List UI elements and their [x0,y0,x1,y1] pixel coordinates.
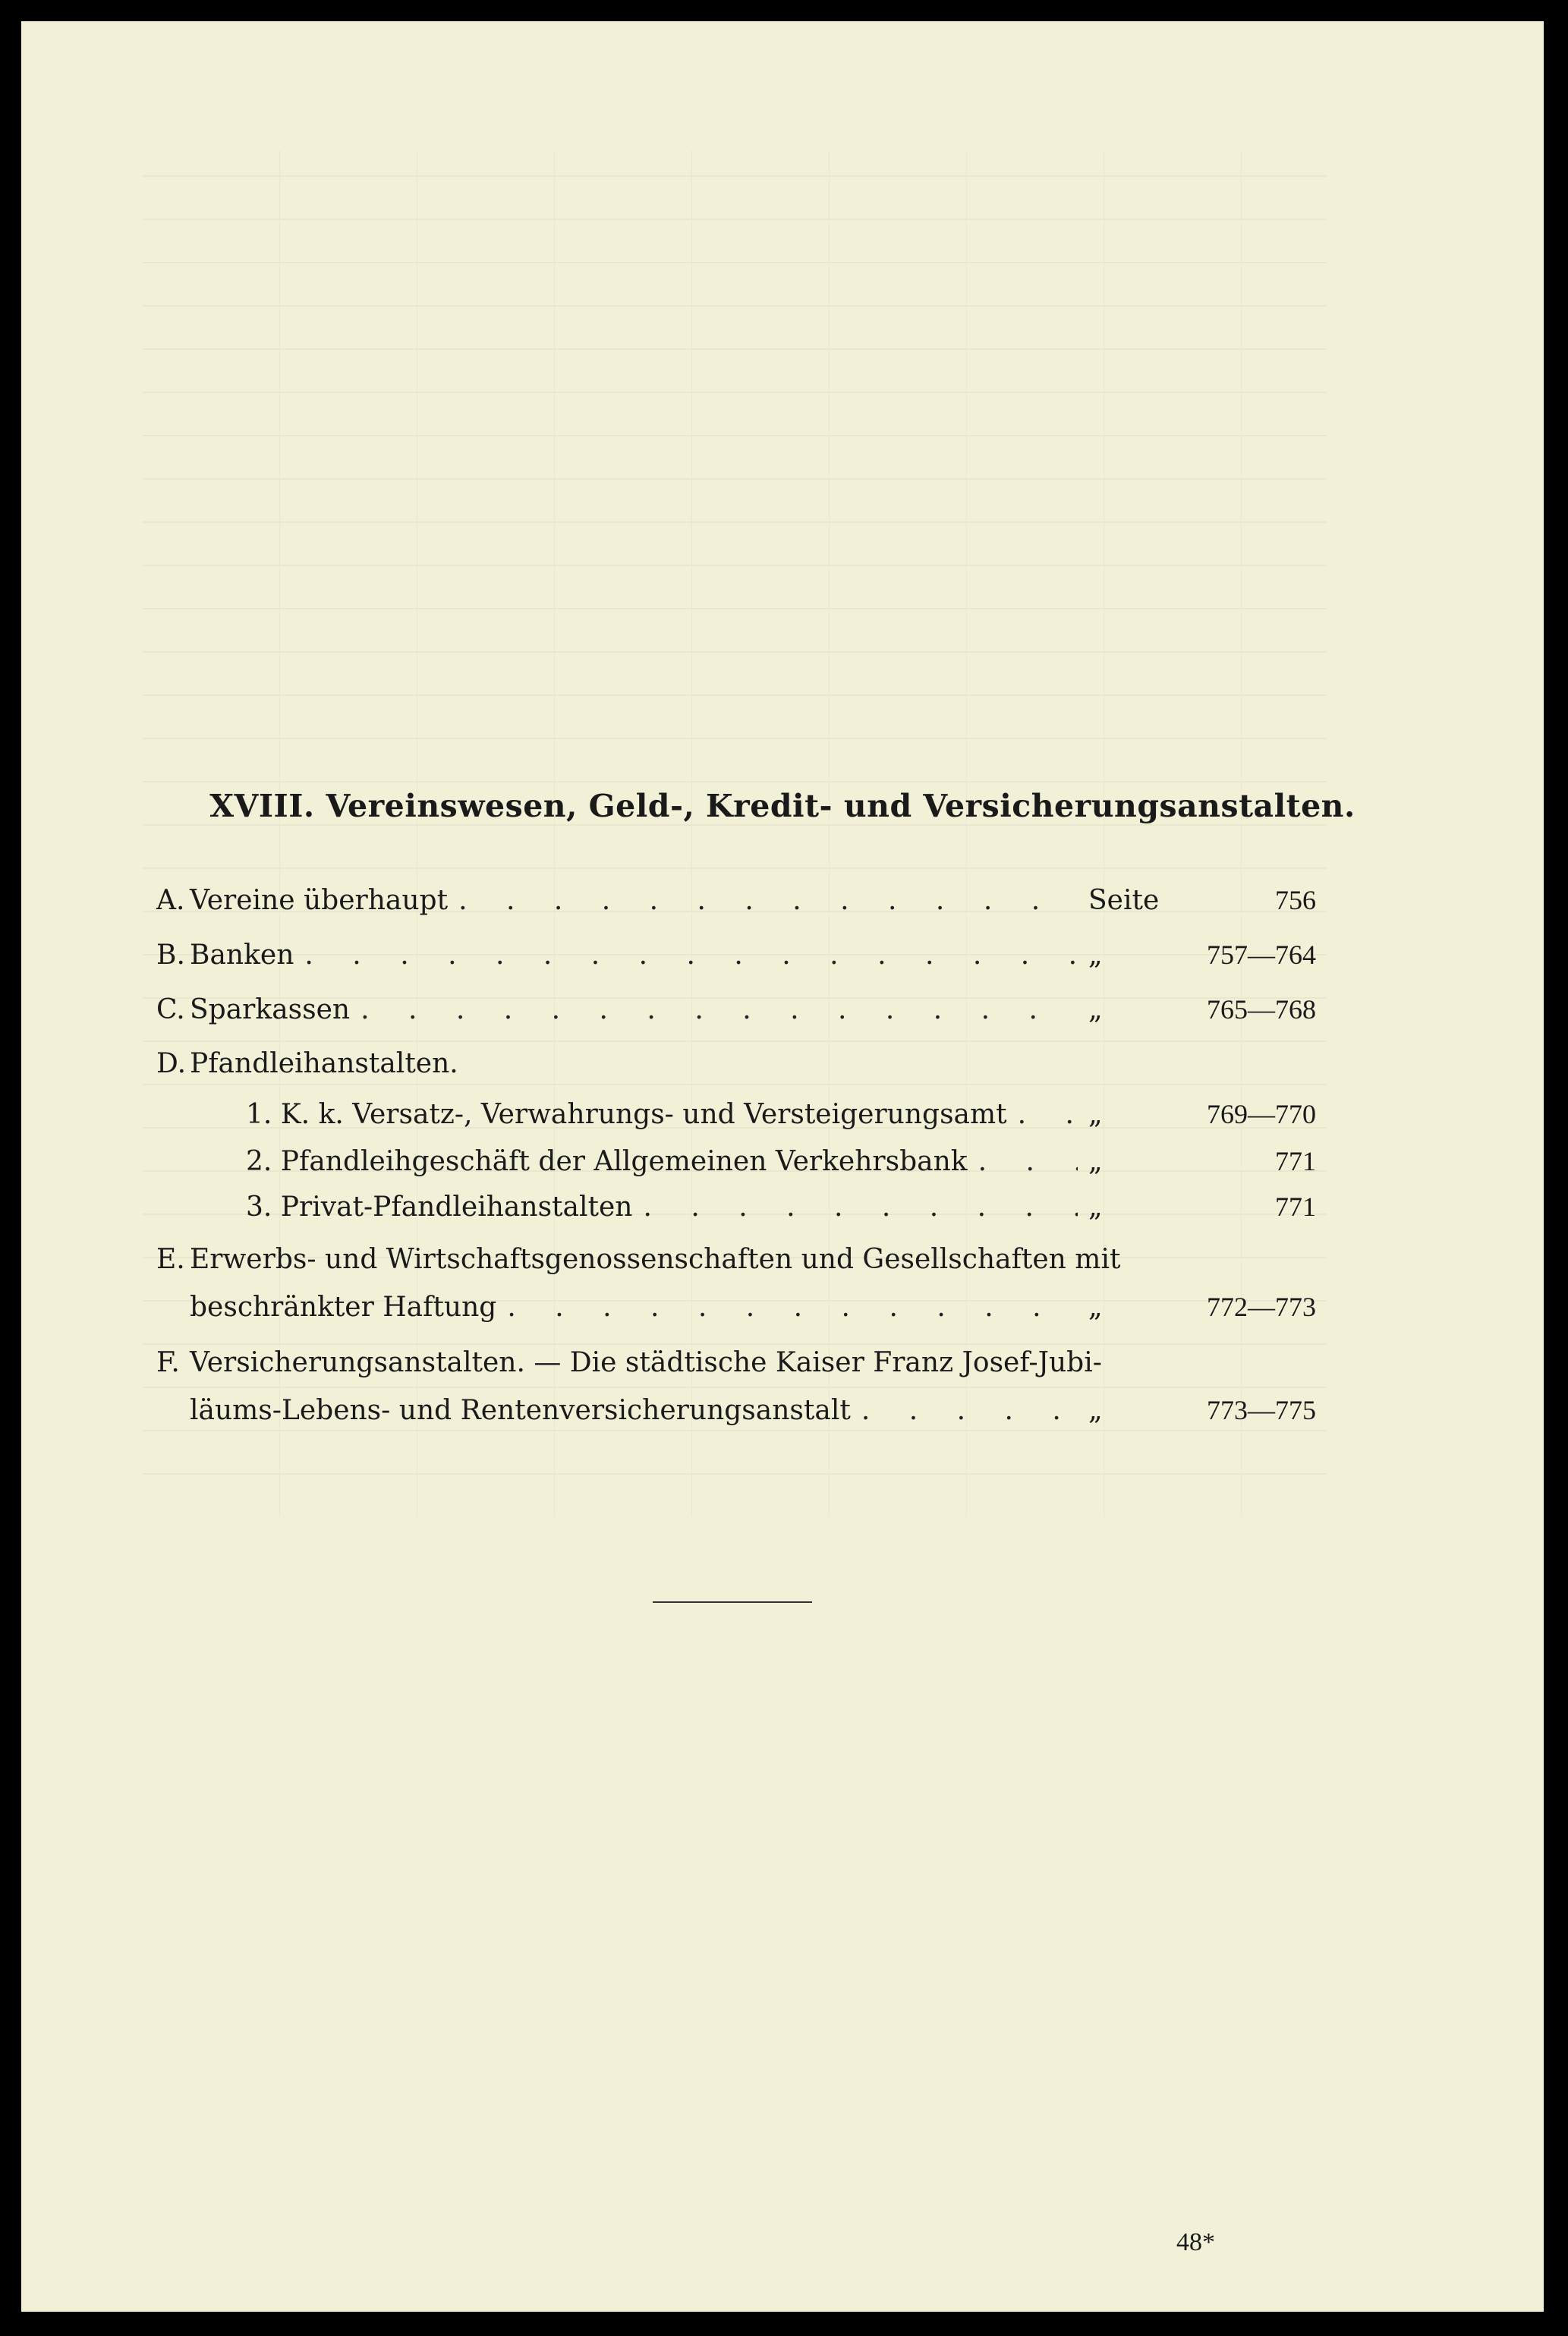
entry-label: 1. K. k. Versatz-, Verwahrungs- und Versteigerungsamt [246,1099,1007,1130]
leader-dots [507,1286,1078,1329]
entry-letter: E. [156,1244,185,1275]
page-reference: 769—770 [1207,1099,1316,1129]
toc-entry-d [156,1043,1316,1085]
toc-entry-e [156,1239,1316,1281]
page-reference: 757—764 [1207,940,1316,970]
section-heading: XVIII. Vereinswesen, Geld-, Kredit- und Versicherungsanstalten. [209,788,1355,824]
toc-subentry-d1 [246,1093,1316,1135]
page-reference: 772—773 [1207,1292,1316,1322]
entry-label: Versicherungsanstalten. — Die städtische Kaiser Franz Josef-Jubi- [190,1347,1102,1378]
entry-label: Vereine überhaupt [190,885,449,916]
page-reference: 765—768 [1207,994,1316,1025]
ditto-mark: „ [1088,994,1103,1025]
leader-dots [643,1186,1078,1229]
ditto-mark: „ [1088,940,1103,971]
entry-letter: F. [156,1347,180,1378]
toc-subentry-d3 [246,1185,1316,1228]
leader-dots [861,1390,1078,1432]
entry-label: Banken [190,940,294,971]
entry-label: Erwerbs- und Wirtschaftsgenossenschaften und Gesellschaften mit [190,1244,1121,1275]
entry-letter: D. [156,1048,187,1079]
leader-dots [978,1141,1078,1183]
entry-label: 3. Privat-Pfandleihanstalten [246,1192,633,1223]
toc-entry-b [156,933,1316,976]
leader-dots [361,989,1078,1031]
entry-label: Pfandleihanstalten. [190,1048,458,1079]
document-page [21,21,1544,2312]
toc-subentry-d2 [246,1140,1316,1182]
toc-entry-f-continued [190,1389,1316,1431]
page-reference: 756 [1275,885,1316,915]
entry-label: läums-Lebens- und Rentenversicherungsanstalt [190,1395,851,1426]
page-reference: 771 [1275,1146,1316,1176]
entry-letter: B. [156,940,185,971]
seite-label: Seite [1088,885,1160,916]
entry-label: beschränkter Haftung [190,1292,497,1323]
entry-label: 2. Pfandleihgeschäft der Allgemeinen Verkehrsbank [246,1146,968,1177]
ditto-mark: „ [1088,1099,1103,1130]
ditto-mark: „ [1088,1292,1103,1323]
toc-entry-a [156,879,1316,921]
toc-entry-c [156,988,1316,1031]
toc-entry-e-continued [190,1286,1316,1328]
page-number: 48* [1176,2228,1215,2256]
ditto-mark: „ [1088,1192,1103,1223]
ditto-mark: „ [1088,1395,1103,1426]
entry-letter: C. [156,994,185,1025]
leader-dots [1018,1094,1078,1136]
ditto-mark: „ [1088,1146,1103,1177]
entry-label: Sparkassen [190,994,351,1025]
section-divider [653,1601,812,1603]
entry-letter: A. [156,885,185,916]
leader-dots [304,934,1078,977]
leader-dots [458,880,1078,922]
toc-entry-f [156,1342,1316,1384]
page-reference: 773—775 [1207,1395,1316,1425]
page-reference: 771 [1275,1192,1316,1222]
